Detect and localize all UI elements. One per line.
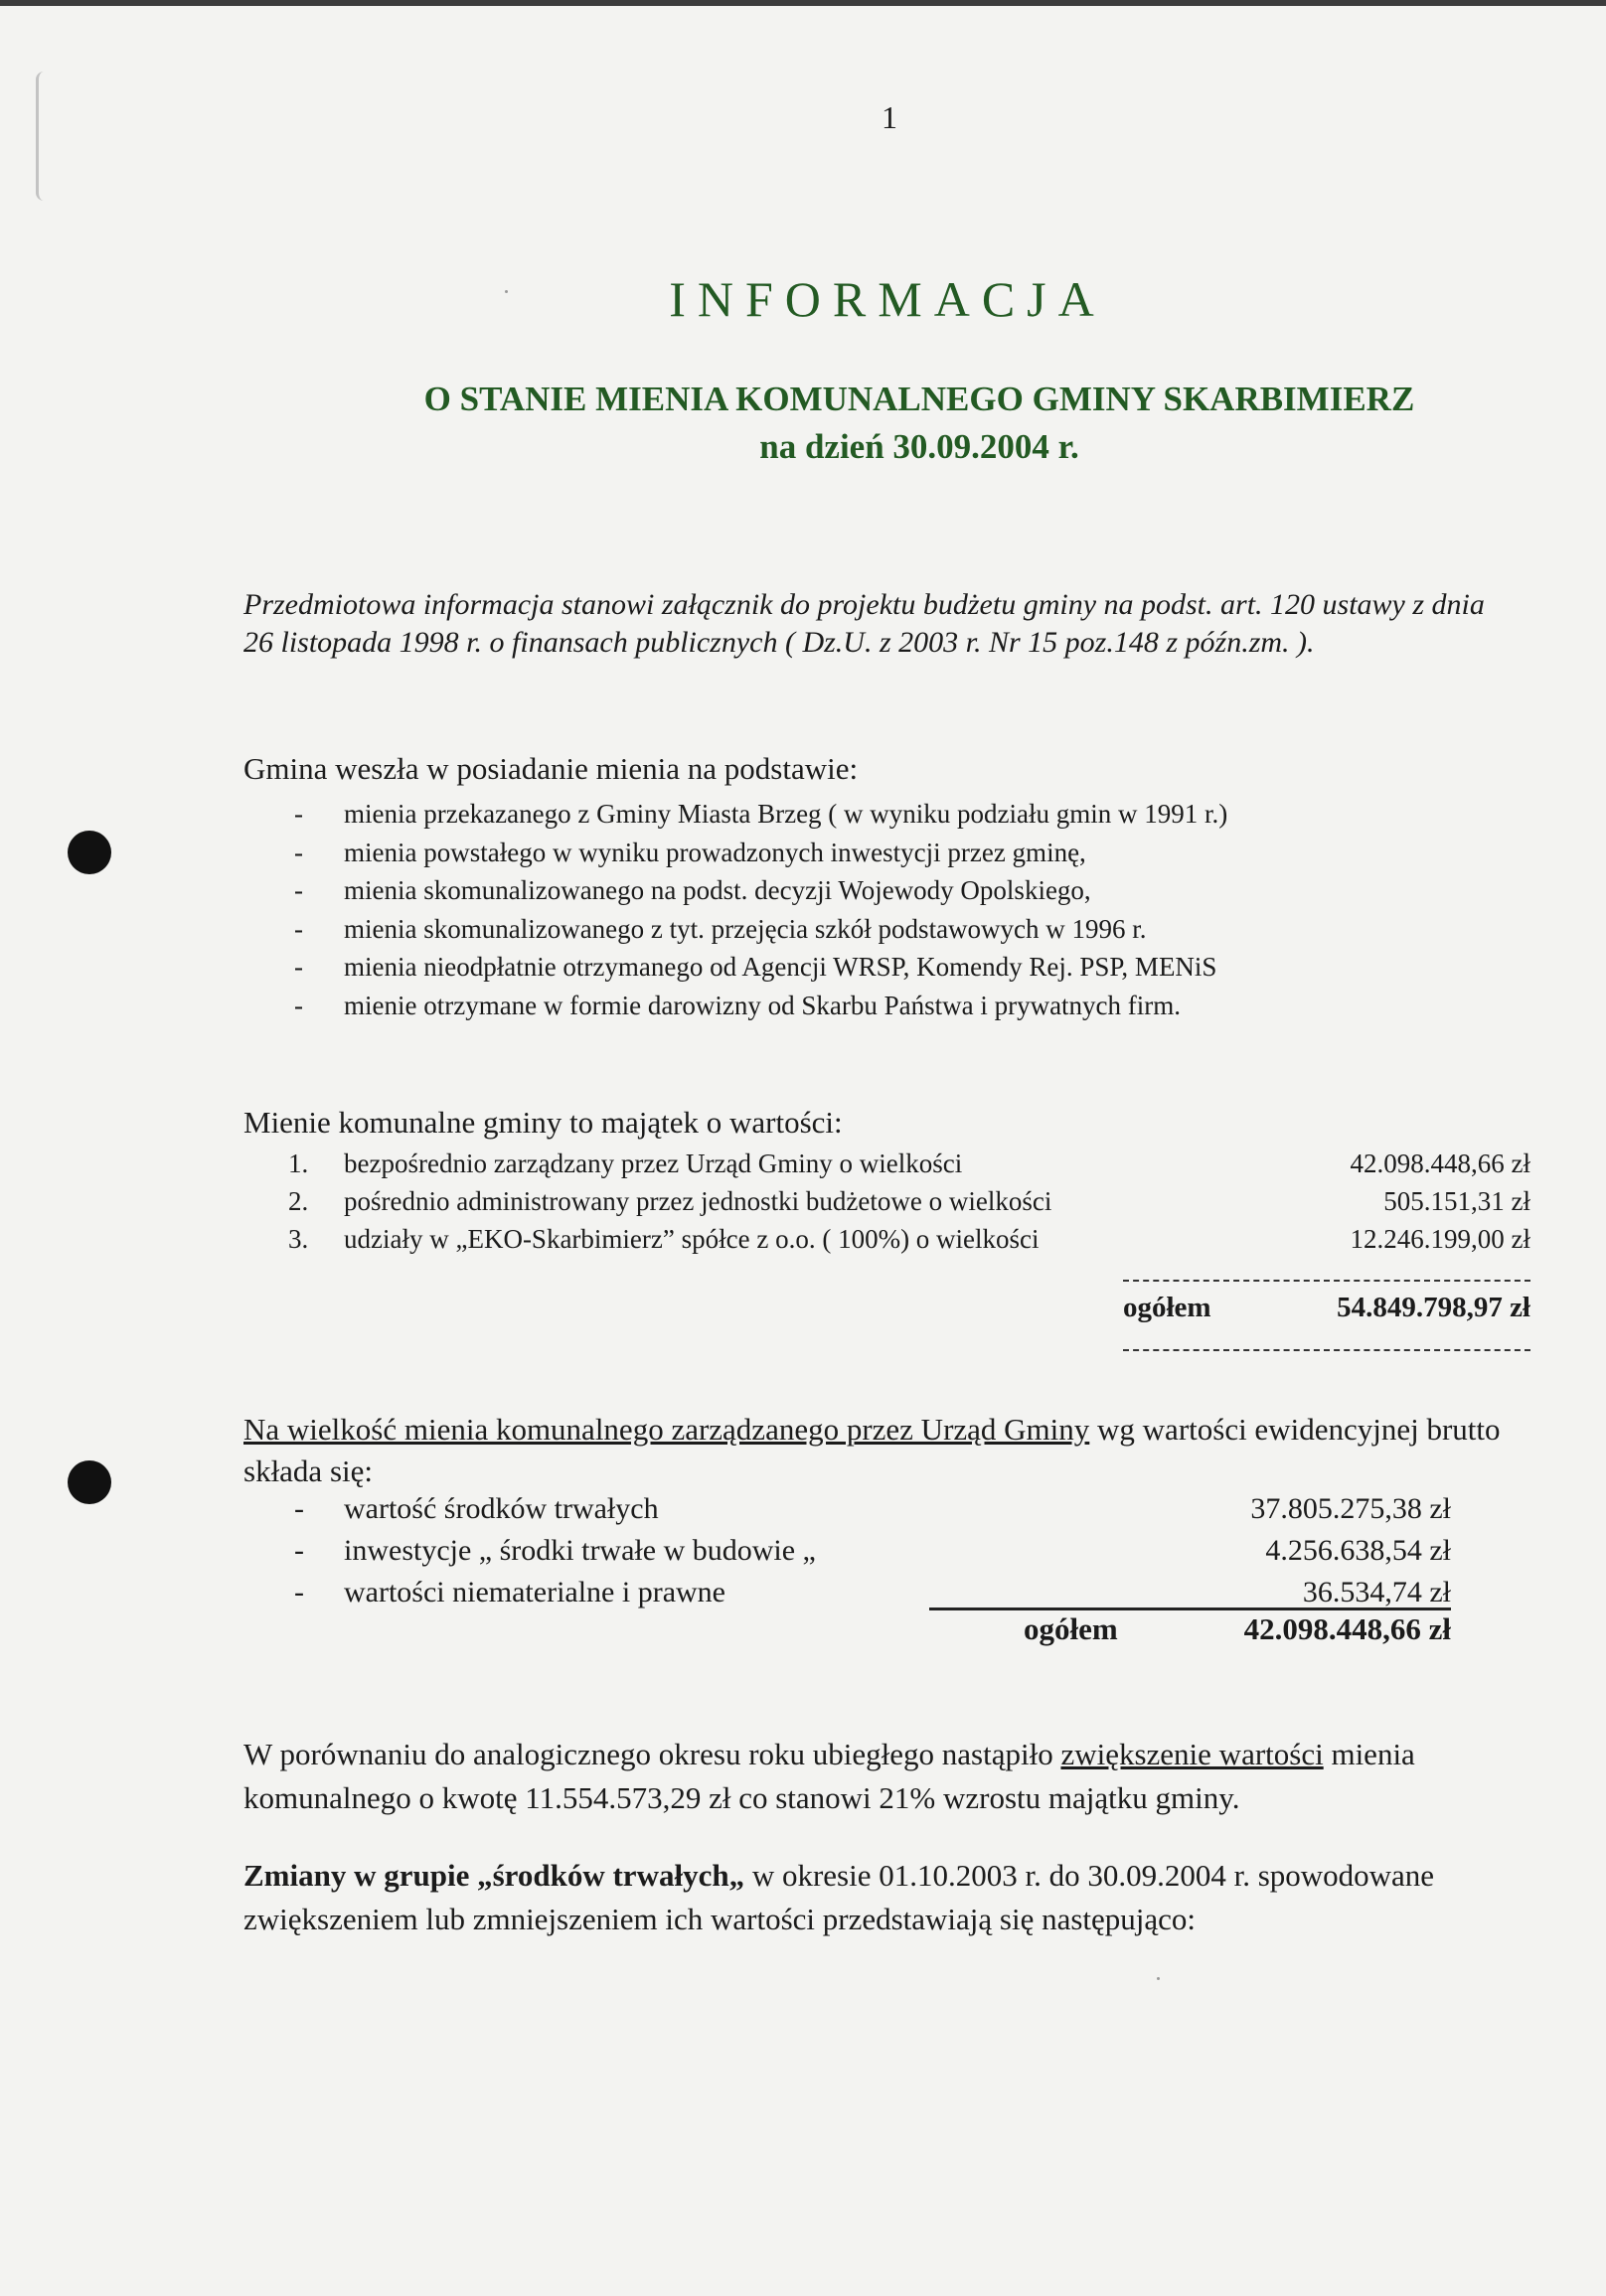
list-item: - mienia przekazanego z Gminy Miasta Brzeg ( w wyniku podziału gmin w 1991 r.) — [288, 795, 1501, 834]
sum-rule — [929, 1607, 1451, 1610]
list-item: - mienia nieodpłatnie otrzymanego od Agencji WRSP, Komendy Rej. PSP, MENiS — [288, 948, 1501, 987]
list-item: - mienia powstałego w wyniku prowadzonych inwestycji przez gminę, — [288, 834, 1501, 872]
dashed-divider — [1123, 1349, 1530, 1351]
value-table — [288, 1145, 1530, 1258]
bullet-dash: - — [294, 1534, 304, 1567]
basis-list — [288, 795, 1501, 1025]
bullet-dash: - — [294, 1492, 304, 1525]
changes-paragraph — [243, 1854, 1555, 1941]
list-item — [288, 1488, 1451, 1530]
dashed-divider — [1123, 1280, 1530, 1282]
row-amount: 42.098.448,66 zł — [1350, 1148, 1530, 1178]
row-description: udziały w „EKO-Skarbimierz” spółce z o.o. ( 100%) o wielkości — [344, 1224, 1040, 1254]
item-description: wartość środków trwałych — [344, 1492, 659, 1525]
row-description: bezpośrednio zarządzany przez Urząd Gminy o wielkości — [344, 1148, 963, 1178]
total-label: ogółem — [1123, 1292, 1211, 1323]
comparison-underlined: zwiększenie wartości — [1060, 1737, 1324, 1771]
row-number: 1. — [288, 1148, 309, 1178]
row-number: 2. — [288, 1186, 309, 1216]
subtitle-line-2: na dzień 30.09.2004 r. — [759, 427, 1079, 466]
scan-speck — [1157, 1977, 1160, 1980]
value-heading: Mienie komunalne gminy to majątek o wartości: — [243, 1105, 843, 1140]
row-description: pośrednio administrowany przez jednostki budżetowe o wielkości — [344, 1186, 1052, 1216]
urzad-heading-rest: wg wartości ewidencyjnej brutto składa się: — [243, 1412, 1501, 1488]
comparison-paragraph — [243, 1733, 1555, 1820]
changes-text: w okresie 01.10.2003 r. do 30.09.2004 r. spowodowane zwiększeniem lub zmniejszeniem ich wartości przedstawiają się następująco: — [243, 1858, 1435, 1936]
intro-paragraph: Przedmiotowa informacja stanowi załącznik do projektu budżetu gminy na podst. art. 120 ustawy z dnia 26 listopada 1998 r. o finansach publicznych ( Dz.U. z 2003 r. Nr 15 poz.148 z późn.zm. ). — [243, 588, 1485, 659]
comparison-text-before: W porównaniu do analogicznego okresu roku ubiegłego nastąpiło — [243, 1737, 1061, 1771]
comparison-text-after: mienia komunalnego o kwotę 11.554.573,29 zł co stanowi 21% wzrostu majątku gminy. — [243, 1737, 1415, 1815]
staple-mark — [36, 72, 61, 201]
total-amount: 42.098.448,66 zł — [1243, 1611, 1451, 1646]
changes-bold: Zmiany w grupie „środków trwałych„ — [243, 1858, 745, 1893]
item-amount: 4.256.638,54 zł — [1265, 1534, 1451, 1567]
total-amount: 54.849.798,97 zł — [1337, 1292, 1530, 1323]
row-amount: 12.246.199,00 zł — [1350, 1224, 1530, 1254]
subtitle-line-1: O STANIE MIENIA KOMUNALNEGO GMINY SKARBIMIERZ — [423, 380, 1415, 418]
list-item: - mienia skomunalizowanego z tyt. przejęcia szkół podstawowych w 1996 r. — [288, 910, 1501, 949]
item-amount: 37.805.275,38 zł — [1250, 1492, 1451, 1525]
table-row — [288, 1220, 1530, 1258]
document-title: INFORMACJA — [669, 271, 1106, 327]
item-description: inwestycje „ środki trwałe w budowie „ — [344, 1534, 816, 1567]
total-label: ogółem — [1024, 1611, 1118, 1646]
table-row — [288, 1145, 1530, 1182]
urzad-breakdown — [288, 1488, 1451, 1613]
punch-hole — [68, 831, 111, 874]
item-description: wartości niematerialne i prawne — [344, 1576, 725, 1608]
table-row — [288, 1182, 1530, 1220]
urzad-heading — [243, 1409, 1535, 1492]
list-item: - mienia skomunalizowanego na podst. decyzji Wojewody Opolskiego, — [288, 871, 1501, 910]
urzad-heading-underlined: Na wielkość mienia komunalnego zarządzanego przez Urząd Gminy — [243, 1412, 1090, 1447]
bullet-dash: - — [294, 1576, 304, 1608]
list-item: - mienie otrzymane w formie darowizny od Skarbu Państwa i prywatnych firm. — [288, 987, 1501, 1025]
punch-hole — [68, 1460, 111, 1504]
row-amount: 505.151,31 zł — [1383, 1186, 1530, 1216]
basis-heading: Gmina weszła w posiadanie mienia na podstawie: — [243, 751, 859, 786]
list-item — [288, 1530, 1451, 1572]
page-number: 1 — [882, 99, 897, 135]
document-subtitle — [338, 376, 1501, 471]
row-number: 3. — [288, 1224, 309, 1254]
item-amount: 36.534,74 zł — [1302, 1576, 1451, 1608]
